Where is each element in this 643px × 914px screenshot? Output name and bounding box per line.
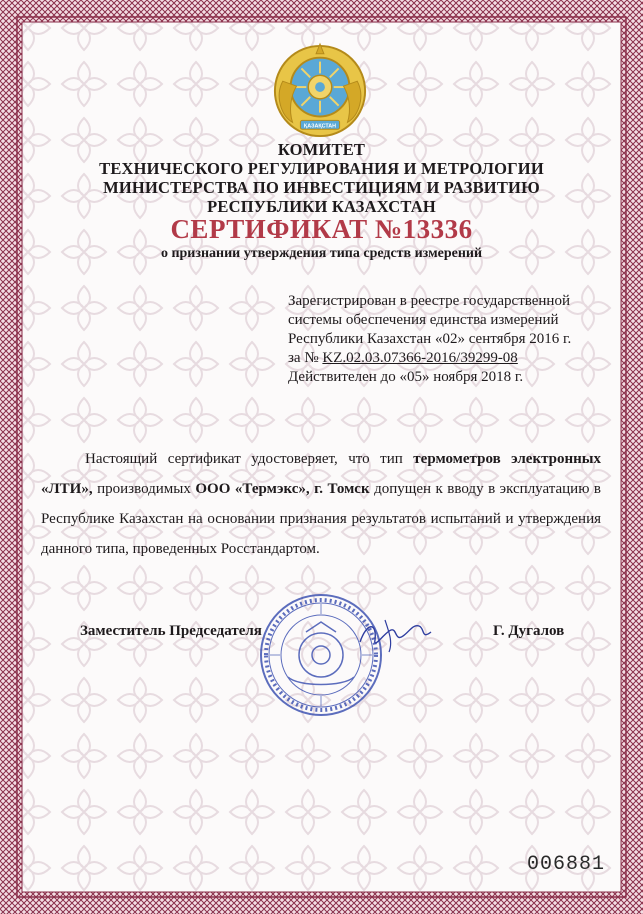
registration-number-prefix: за № bbox=[288, 350, 323, 366]
registration-number: KZ.02.03.07366-2016/39299-08 bbox=[322, 350, 518, 366]
org-line-4: РЕСПУБЛИКИ КАЗАХСТАН bbox=[207, 197, 436, 216]
registration-block bbox=[288, 292, 618, 387]
serial-number: 006881 bbox=[527, 853, 606, 876]
emblem-label: ҚАЗАҚСТАН bbox=[303, 123, 337, 130]
kazakhstan-emblem-icon bbox=[271, 42, 369, 140]
registration-line-2: системы обеспечения единства измерений bbox=[288, 312, 559, 328]
body-part-1: Настоящий сертификат удостоверяет, что тип bbox=[85, 451, 414, 467]
product-name: термометров электронных «ЛТИ», bbox=[41, 451, 601, 497]
certificate-body bbox=[41, 444, 601, 564]
signatory-position: Заместитель Председателя bbox=[80, 623, 262, 639]
registration-line-3: Республики Казахстан «02» сентября 2016 г. bbox=[288, 331, 572, 347]
body-part-2: производимых bbox=[92, 481, 196, 497]
handwritten-signature-icon bbox=[355, 612, 435, 657]
signatory-name: Г. Дугалов bbox=[493, 623, 565, 639]
registration-line-1: Зарегистрирован в реестре государственной bbox=[288, 293, 570, 309]
org-line-3: МИНИСТЕРСТВА ПО ИНВЕСТИЦИЯМ И РАЗВИТИЮ bbox=[103, 178, 540, 197]
registration-line-4 bbox=[288, 349, 618, 368]
certificate-subtitle: о признании утверждения типа средств измерений bbox=[160, 246, 483, 261]
certificate-title: СЕРТИФИКАТ №13336 bbox=[170, 214, 473, 244]
body-part-3: допущен к вводу в эксплуатацию в Республике Казахстан на основании признания результатов испытаний и утверждения данного типа, проведенных Росстандартом. bbox=[41, 481, 601, 557]
validity-line: Действителен до «05» ноября 2018 г. bbox=[288, 369, 524, 385]
org-line-1: КОМИТЕТ bbox=[277, 140, 366, 159]
manufacturer-name: ООО «Термэкс», г. Томск bbox=[195, 481, 370, 497]
org-line-2: ТЕХНИЧЕСКОГО РЕГУЛИРОВАНИЯ И МЕТРОЛОГИИ bbox=[99, 159, 544, 178]
